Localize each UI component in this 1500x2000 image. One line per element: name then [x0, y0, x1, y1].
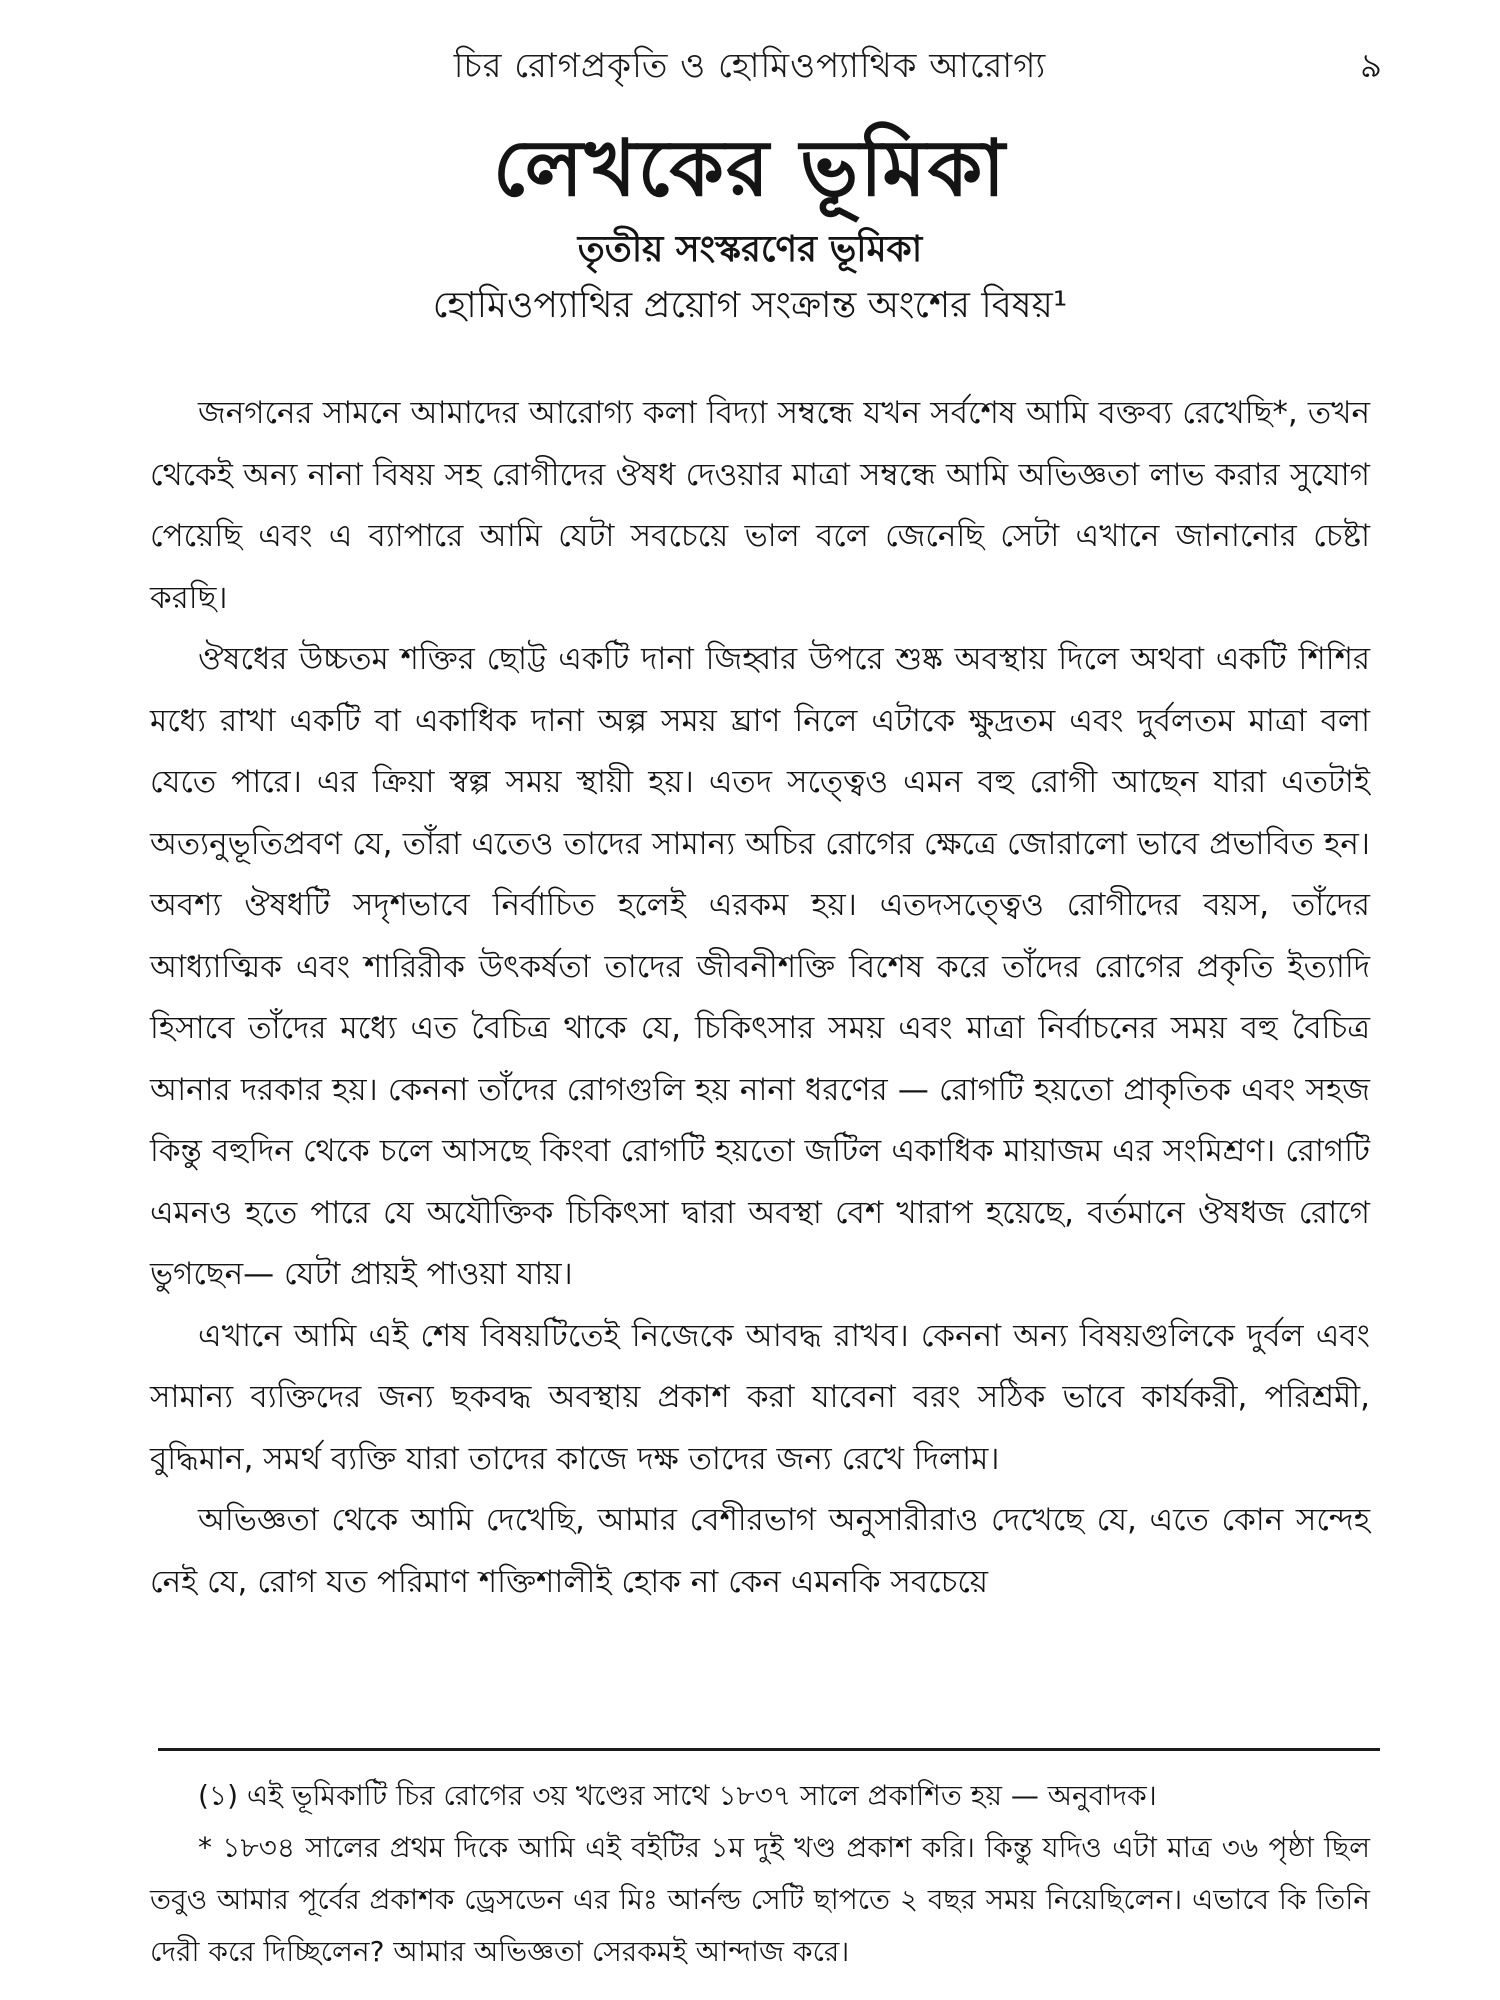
chapter-title: লেখকের ভূমিকা — [493, 124, 1007, 214]
footnotes — [150, 1770, 1370, 1978]
page-number: ৯ — [1359, 46, 1382, 86]
footnote: (১) এই ভূমিকাটি চির রোগের ৩য় খণ্ডের সাথে ১৮৩৭ সালে প্রকাশিত হয় — অনুবাদক। — [198, 1779, 1157, 1812]
chapter-subtitle: তৃতীয় সংস্করণের ভূমিকা — [577, 229, 923, 270]
paragraph: জনগনের সামনে আমাদের আরোগ্য কলা বিদ্যা সম্বন্ধে যখন সর্বশেষ আমি বক্তব্য রেখেছি*, তখন থেকেই অন্য নানা বিষয় সহ রোগীদের ঔষধ দেওয়ার মাত্রা সম্বন্ধে আমি অভিজ্ঞতা লাভ করার সুযোগ পেয়েছি এবং এ ব্যাপারে আমি যেটা সবচেয়ে ভাল বলে জেনেছি সেটা এখানে জানানোর চেষ্টা করছি। — [150, 395, 1370, 616]
running-header: চির রোগপ্রকৃতি ও হোমিওপ্যাথিক আরোগ্য — [453, 46, 1047, 86]
paragraph: এখানে আমি এই শেষ বিষয়টিতেই নিজেকে আবদ্ধ রাখব। কেননা অন্য বিষয়গুলিকে দুর্বল এবং সামান্য ব্যক্তিদের জন্য ছকবদ্ধ অবস্থায় প্রকাশ করা যাবেনা বরং সঠিক ভাবে কার্যকরী, পরিশ্রমী, বুদ্ধিমান, সমর্থ ব্যক্তি যারা তাদের কাজে দক্ষ তাদের জন্য রেখে দিলাম। — [150, 1317, 1370, 1477]
chapter-subheading: হোমিওপ্যাথির প্রয়োগ সংক্রান্ত অংশের বিষয়¹ — [432, 285, 1068, 326]
paragraph: অভিজ্ঞতা থেকে আমি দেখেছি, আমার বেশীরভাগ অনুসারীরাও দেখেছে যে, এতে কোন সন্দেহ নেই যে, রোগ যত পরিমাণ শক্তিশালীই হোক না কেন এমনকি সবচেয়ে — [150, 1502, 1370, 1600]
body-text — [150, 383, 1370, 1613]
footnote-divider — [158, 1748, 1380, 1751]
footnote: * ১৮৩৪ সালের প্রথম দিকে আমি এই বইটির ১ম দুই খণ্ড প্রকাশ করি। কিন্তু যদিও এটা মাত্র ৩৬ পৃষ্ঠা ছিল তবুও আমার পূর্বের প্রকাশক ড্রেসডেন এর মিঃ আর্নল্ড সেটি ছাপতে ২ বছর সময় নিয়েছিলেন। এভাবে কি তিনি দেরী করে দিচ্ছিলেন? আমার অভিজ্ঞতা সেরকমই আন্দাজ করে। — [150, 1831, 1370, 1968]
paragraph: ঔষধের উচ্চতম শক্তির ছোট্ট একটি দানা জিহ্বার উপরে শুষ্ক অবস্থায় দিলে অথবা একটি শিশির মধ্যে রাখা একটি বা একাধিক দানা অল্প সময় ঘ্রাণ নিলে এটাকে ক্ষুদ্রতম এবং দুর্বলতম মাত্রা বলা যেতে পারে। এর ক্রিয়া স্বল্প সময় স্থায়ী হয়। এতদ সত্ত্বেও এমন বহু রোগী আছেন যারা এতটাই অত্যনুভূতিপ্রবণ যে, তাঁরা এতেও তাদের সামান্য অচির রোগের ক্ষেত্রে জোরালো ভাবে প্রভাবিত হন। অবশ্য ঔষধটি সদৃশভাবে নির্বাচিত হলেই এরকম হয়। এতদসত্ত্বেও রোগীদের বয়স, তাঁদের আধ্যাত্মিক এবং শারিরীক উৎকর্ষতা তাদের জীবনীশক্তি বিশেষ করে তাঁদের রোগের প্রকৃতি ইত্যাদি হিসাবে তাঁদের মধ্যে এত বৈচিত্র থাকে যে, চিকিৎসার সময় এবং মাত্রা নির্বাচনের সময় বহু বৈচিত্র আনার দরকার হয়। কেননা তাঁদের রোগগুলি হয় নানা ধরণের — রোগটি হয়তো প্রাকৃতিক এবং সহজ কিন্তু বহুদিন থেকে চলে আসছে কিংবা রোগটি হয়তো জটিল একাধিক মায়াজম এর সংমিশ্রণ। রোগটি এমনও হতে পারে যে অযৌক্তিক চিকিৎসা দ্বারা অবস্থা বেশ খারাপ হয়েছে, বর্তমানে ঔষধজ রোগে ভুগছেন— যেটা প্রায়ই পাওয়া যায়। — [150, 641, 1370, 1292]
